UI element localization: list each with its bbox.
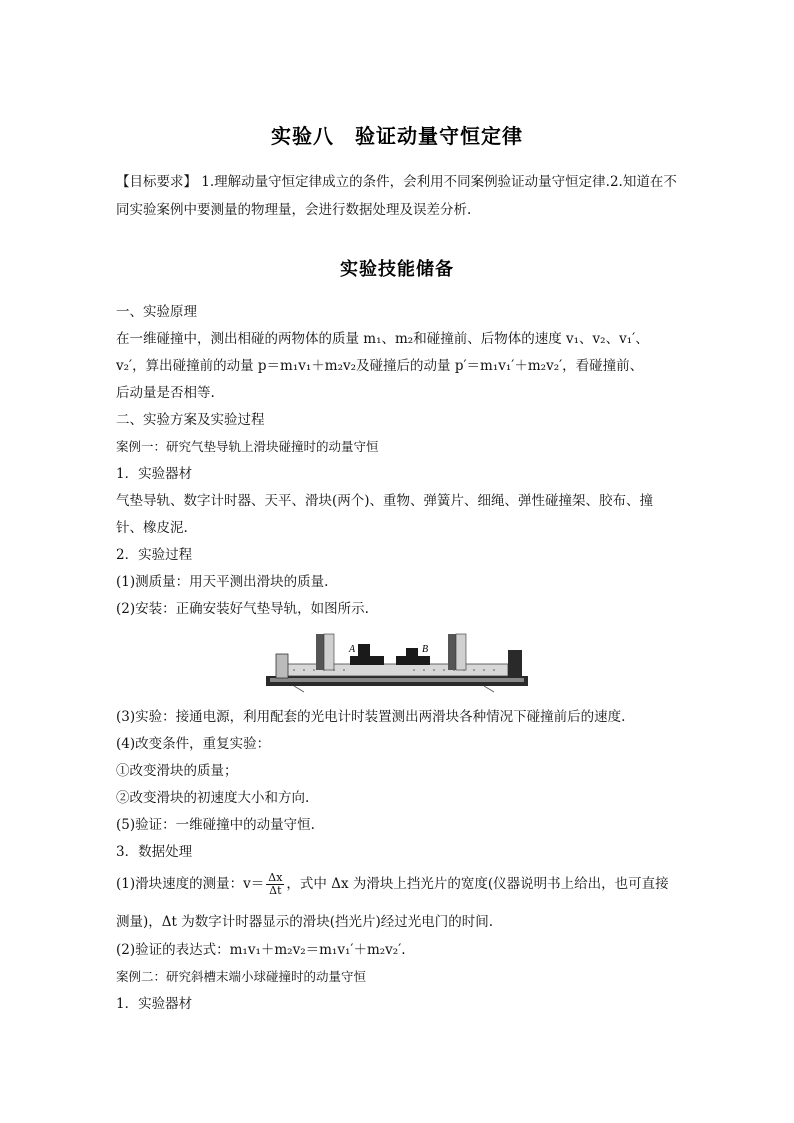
section-title: 实验技能储备 <box>340 259 454 280</box>
case-two-title: 案例二：研究斜槽末端小球碰撞时的动量守恒 <box>116 969 367 984</box>
velocity-text-post: ，式中 Δx 为滑块上挡光片的宽度(仪器说明书上给出，也可直接 <box>286 876 669 892</box>
case1-data-heading: 3．数据处理 <box>116 844 193 860</box>
case2-equipment-heading: 1．实验器材 <box>116 996 193 1012</box>
case1-equipment-line-2: 针、橡皮泥. <box>116 520 188 536</box>
label-b: B <box>422 644 429 655</box>
step-4: (4)改变条件，重复实验： <box>116 736 271 752</box>
case-one-title: 案例一：研究气垫导轨上滑块碰撞时的动量守恒 <box>116 439 379 454</box>
air-track-figure <box>264 630 530 694</box>
fraction-denominator: Δt <box>269 884 282 897</box>
goal-line-2: 同实验案例中要测量的物理量，会进行数据处理及误差分析. <box>116 202 472 218</box>
page-title: 实验八 验证动量守恒定律 <box>271 124 523 148</box>
step-5: (5)验证：一维碰撞中的动量守恒. <box>116 817 315 833</box>
velocity-fraction <box>266 872 284 897</box>
velocity-text-pre: (1)滑块速度的测量：v＝ <box>116 876 265 892</box>
case1-equipment-line-1: 气垫导轨、数字计时器、天平、滑块(两个)、重物、弹簧片、细绳、弹性碰撞架、胶布、撞 <box>116 493 654 509</box>
goal-line-1: 【目标要求】 1.理解动量守恒定律成立的条件，会利用不同案例验证动量守恒定律.2.知道在不 <box>116 174 677 190</box>
principle-line-3: 后动量是否相等. <box>116 385 215 401</box>
case1-process-heading: 2．实验过程 <box>116 547 193 563</box>
step-2: (2)安装：正确安装好气垫导轨，如图所示. <box>116 601 369 617</box>
air-track-diagram <box>264 630 530 694</box>
data-velocity-line-2: 测量)，Δt 为数字计时器显示的滑块(挡光片)经过光电门的时间. <box>116 914 494 930</box>
data-velocity-line <box>116 872 678 897</box>
label-a: A <box>349 644 356 655</box>
principle-line-1: 在一维碰撞中，测出相碰的两物体的质量 m₁、m₂和碰撞前、后物体的速度 v₁、v₂、v₁′、 <box>116 331 649 347</box>
step-1: (1)测质量：用天平测出滑块的质量. <box>116 574 329 590</box>
case1-equipment-heading: 1．实验器材 <box>116 466 193 482</box>
principle-line-2: v₂′，算出碰撞前的动量 p＝m₁v₁＋m₂v₂及碰撞后的动量 p′＝m₁v₁′＋m₂v₂′，看碰撞前、 <box>116 358 644 374</box>
heading-procedure: 二、实验方案及实验过程 <box>116 412 265 428</box>
step-3: (3)实验：接通电源，利用配套的光电计时装置测出两滑块各种情况下碰撞前后的速度. <box>116 709 626 725</box>
data-expression: (2)验证的表达式：m₁v₁＋m₂v₂＝m₁v₁′＋m₂v₂′. <box>116 942 406 958</box>
fraction-numerator: Δx <box>268 871 283 884</box>
heading-principle: 一、实验原理 <box>116 304 197 320</box>
step-4a: ①改变滑块的质量； <box>116 763 238 779</box>
step-4b: ②改变滑块的初速度大小和方向. <box>116 790 310 806</box>
